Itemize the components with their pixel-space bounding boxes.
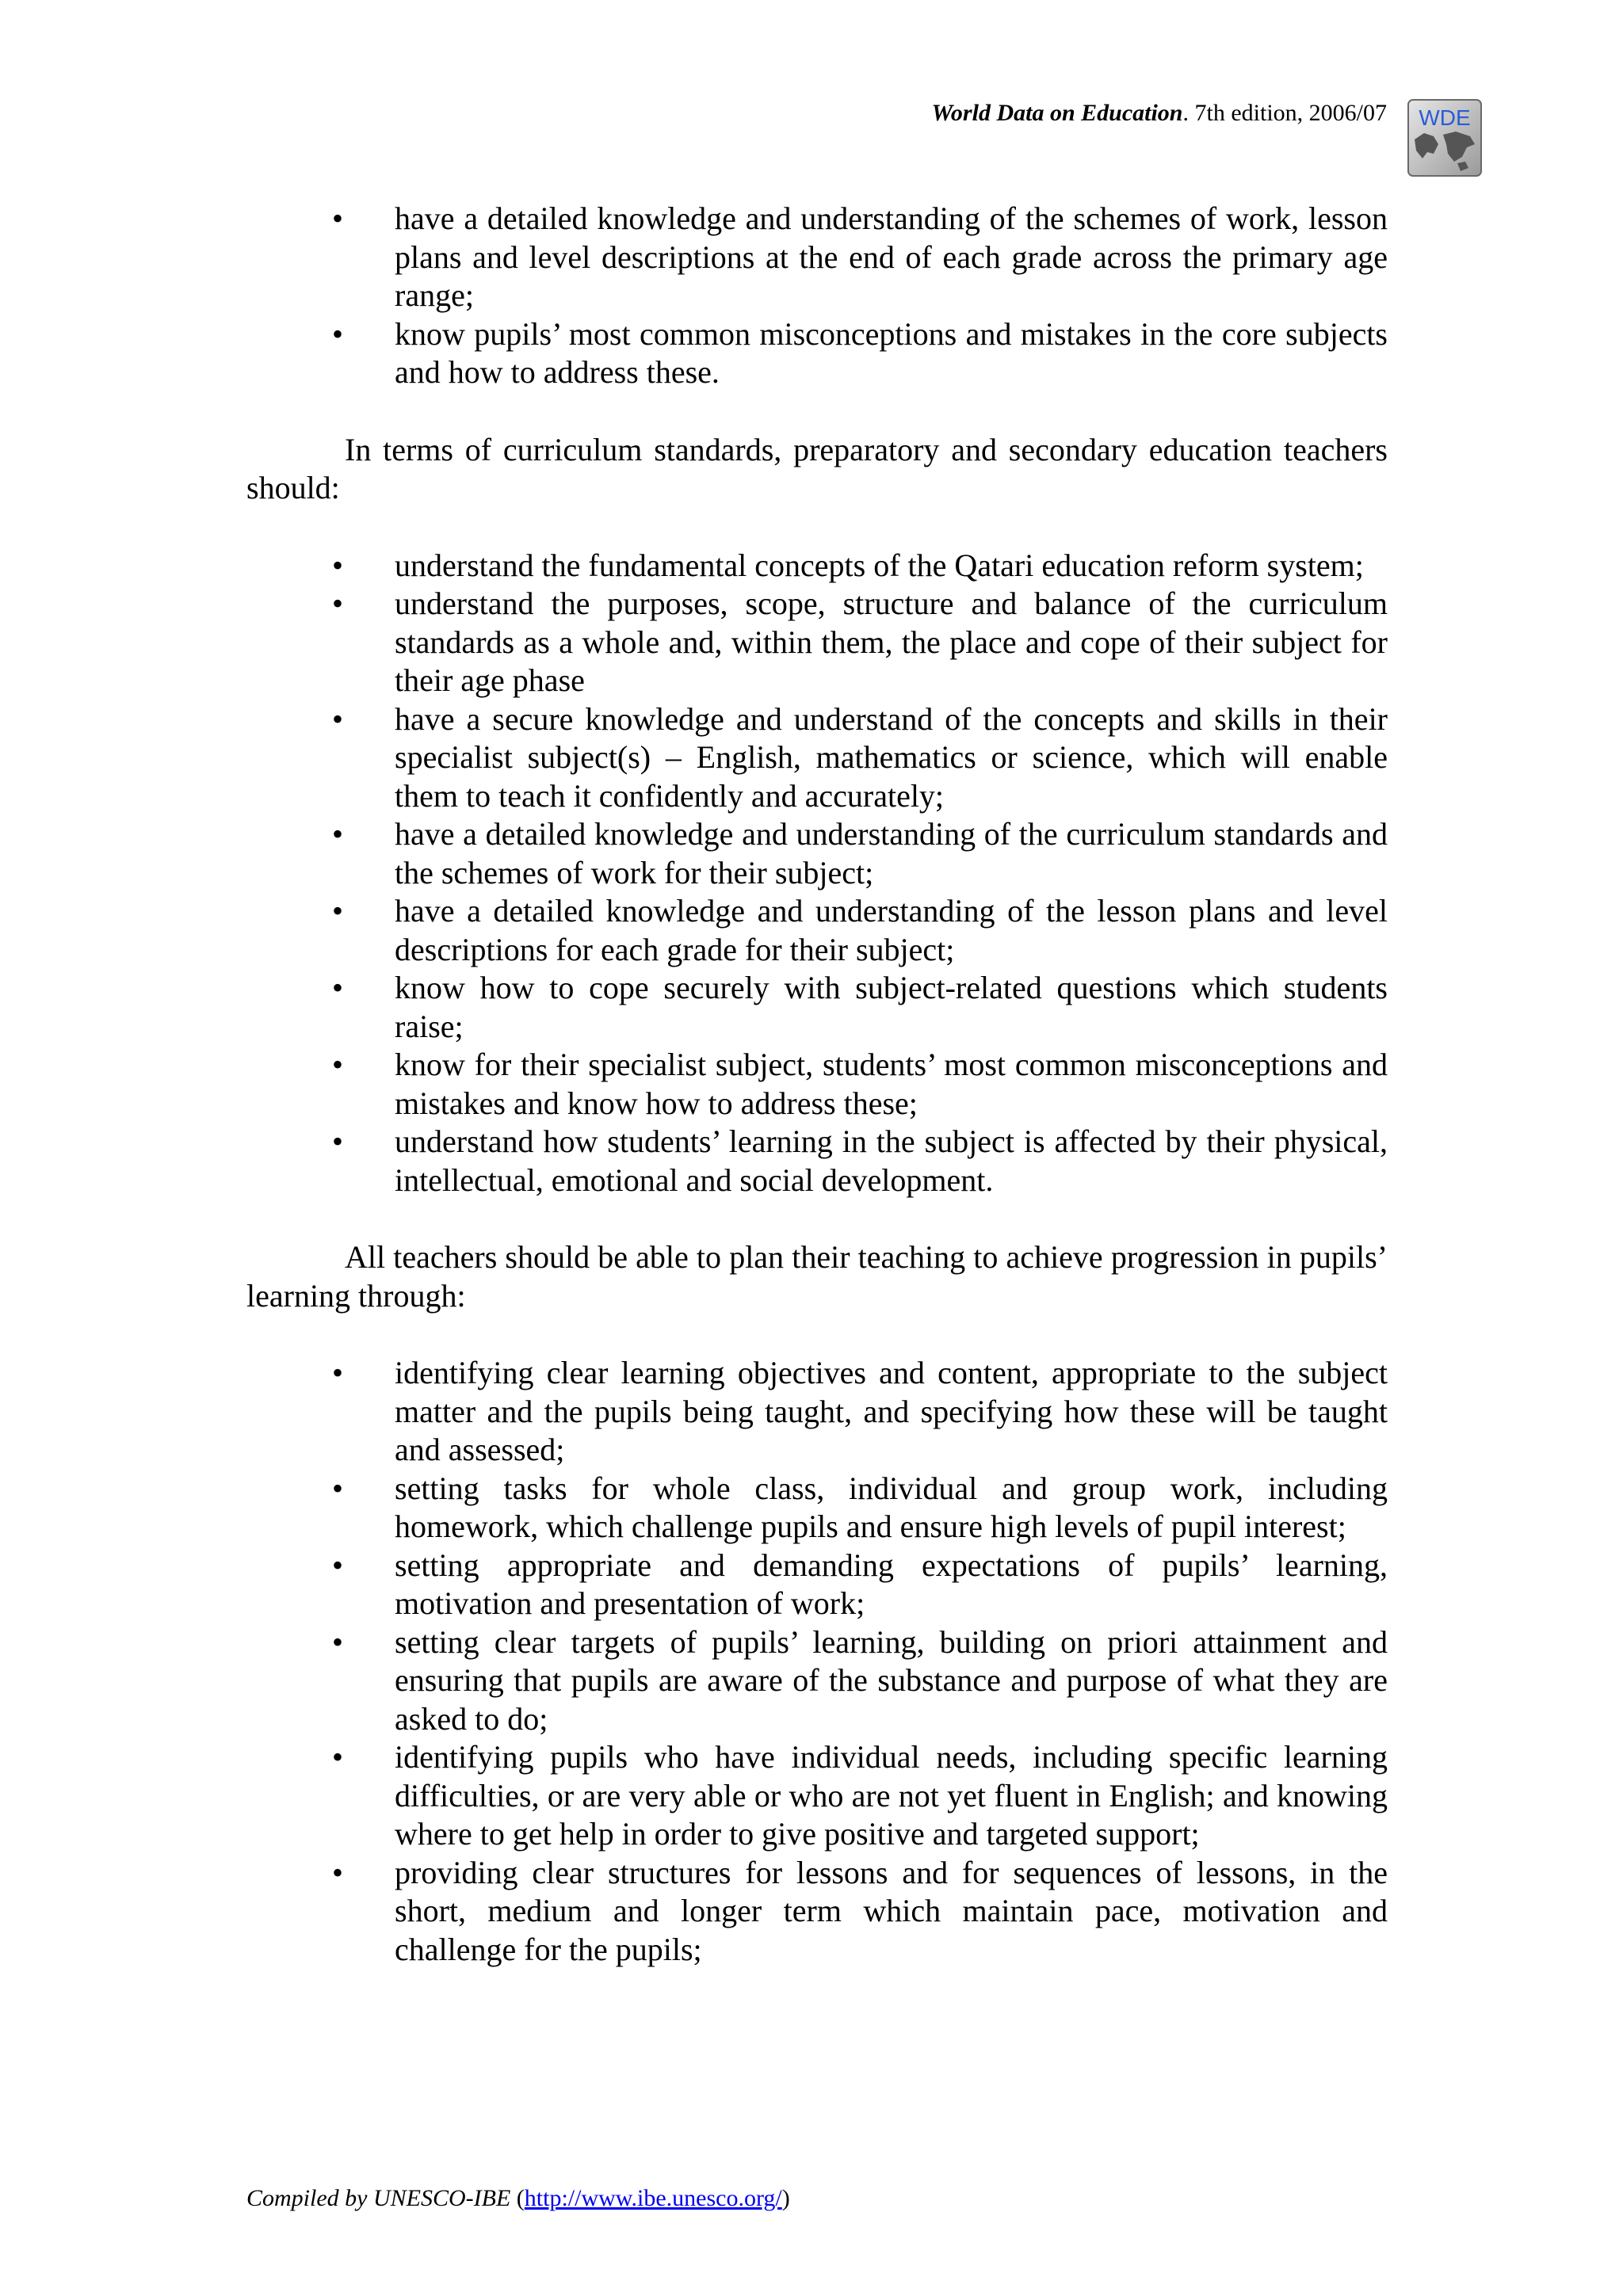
- list-item-text: know pupils’ most common misconceptions and mistakes in the core subjects and how to address these.: [395, 315, 1388, 390]
- list-item-text: understand how students’ learning in the subject is affected by their physical, intellectual, emotional and social development.: [395, 1123, 1388, 1198]
- intro-bullet-list: [246, 200, 1388, 392]
- list-item-text: identifying pupils who have individual needs, including specific learning difficulties, or are very able or who are not yet fluent in English; and knowing where to get help in order to give positive and targeted support;: [395, 1739, 1388, 1852]
- page-header: [931, 93, 1387, 133]
- bullet-icon: •: [332, 315, 344, 352]
- unesco-ibe-link[interactable]: http://www.ibe.unesco.org/: [524, 2185, 782, 2211]
- list-item-text: providing clear structures for lessons and for sequences of lessons, in the short, medium and longer term which maintain pace, motivation and challenge for the pupils;: [395, 1854, 1388, 1967]
- list-item: [246, 1046, 1388, 1123]
- list-item: [246, 700, 1388, 816]
- list-item: [246, 1623, 1388, 1739]
- list-item-text: have a detailed knowledge and understanding of the lesson plans and level descriptions for each grade for their subject;: [395, 893, 1388, 967]
- list-item: [246, 1470, 1388, 1547]
- list-item-text: identifying clear learning objectives and content, appropriate to the subject matter and the pupils being taught, and specifying how these will be taught and assessed;: [395, 1355, 1388, 1467]
- list-item-text: have a secure knowledge and understand of the concepts and skills in their specialist subject(s) – English, mathematics or science, which will enable them to teach it confidently and accurately;: [395, 700, 1388, 814]
- list-item-text: setting appropriate and demanding expectations of pupils’ learning, motivation and presentation of work;: [395, 1547, 1388, 1621]
- list-item: [246, 815, 1388, 892]
- list-item: [246, 892, 1388, 969]
- bullet-icon: •: [332, 1547, 344, 1583]
- planning-bullet-list: [246, 1354, 1388, 1969]
- bullet-icon: •: [332, 970, 344, 1005]
- bullet-icon: •: [332, 893, 344, 929]
- list-item: [246, 1547, 1388, 1623]
- publication-title: World Data on Education: [931, 100, 1183, 126]
- list-item: [246, 1854, 1388, 1970]
- document-body: [246, 200, 1388, 1969]
- bullet-icon: •: [332, 547, 344, 583]
- edition-text: . 7th edition, 2006/07: [1182, 100, 1387, 126]
- footer-close-paren: ): [781, 2185, 790, 2211]
- bullet-icon: •: [332, 816, 344, 852]
- bullet-icon: •: [332, 1123, 344, 1159]
- list-item-text: understand the purposes, scope, structure and balance of the curriculum standards as a whole and, within them, the place and cope of their subject for their age phase: [395, 585, 1388, 698]
- list-item: [246, 969, 1388, 1046]
- list-item-text: have a detailed knowledge and understanding of the curriculum standards and the schemes of work for their subject;: [395, 816, 1388, 891]
- list-item-text: setting tasks for whole class, individual and group work, including homework, which challenge pupils and ensure high levels of pupil interest;: [395, 1470, 1388, 1544]
- list-item-text: have a detailed knowledge and understanding of the schemes of work, lesson plans and level descriptions at the end of each grade across the primary age range;: [395, 200, 1388, 313]
- world-map-icon: [1407, 98, 1483, 177]
- list-item-text: setting clear targets of pupils’ learning, building on priori attainment and ensuring that pupils are aware of the substance and purpose of what they are asked to do;: [395, 1623, 1388, 1737]
- logo-text: WDE: [1419, 105, 1471, 130]
- bullet-icon: •: [332, 1355, 344, 1390]
- list-item: [246, 1123, 1388, 1199]
- list-item: [246, 585, 1388, 700]
- wde-logo: [1407, 98, 1483, 177]
- list-item-text: know how to cope securely with subject-related questions which students raise;: [395, 970, 1388, 1044]
- list-item: [246, 315, 1388, 392]
- paragraph-curriculum-standards: In terms of curriculum standards, preparatory and secondary education teachers should:: [246, 431, 1388, 505]
- bullet-icon: •: [332, 1623, 344, 1660]
- list-item-text: know for their specialist subject, students’ most common misconceptions and mistakes and know how to address these;: [395, 1047, 1388, 1121]
- bullet-icon: •: [332, 1470, 344, 1506]
- bullet-icon: •: [332, 1854, 344, 1890]
- bullet-icon: •: [332, 1739, 344, 1775]
- compiled-by-text: Compiled by UNESCO-IBE: [246, 2185, 511, 2211]
- bullet-icon: •: [332, 700, 344, 737]
- list-item: [246, 1354, 1388, 1470]
- paragraph-planning: All teachers should be able to plan their teaching to achieve progression in pupils’ learning through:: [246, 1239, 1388, 1314]
- list-item: [246, 1738, 1388, 1854]
- list-item: [246, 200, 1388, 315]
- footer-open-paren: (: [510, 2185, 525, 2211]
- list-item: [246, 547, 1388, 585]
- bullet-icon: •: [332, 1047, 344, 1082]
- bullet-icon: •: [332, 200, 344, 236]
- page-footer: [246, 2183, 790, 2214]
- list-item-text: understand the fundamental concepts of the Qatari education reform system;: [395, 547, 1364, 583]
- bullet-icon: •: [332, 585, 344, 621]
- standards-bullet-list: [246, 547, 1388, 1200]
